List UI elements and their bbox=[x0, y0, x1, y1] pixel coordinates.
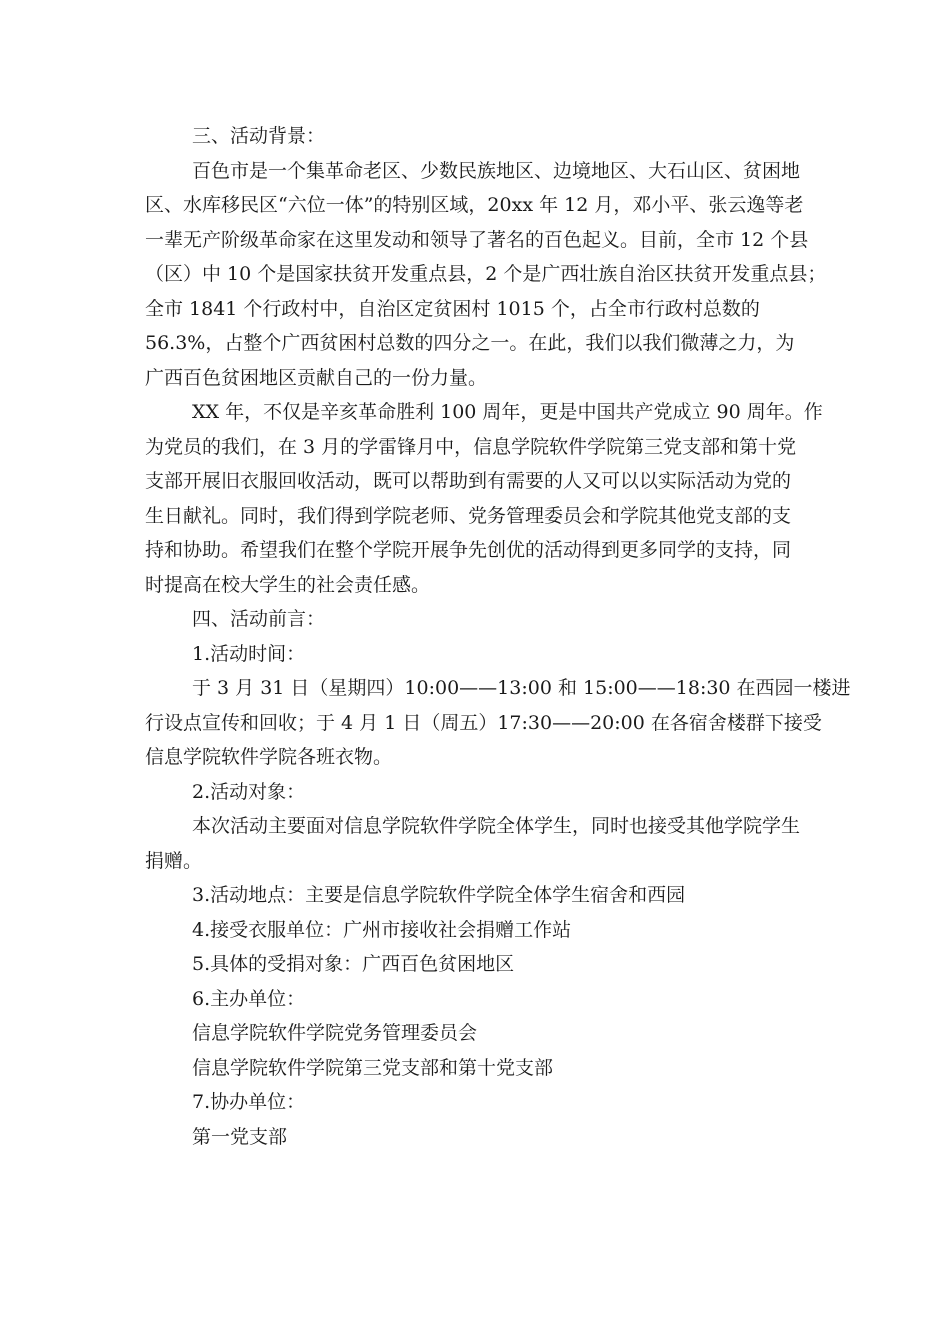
organizer-name: 信息学院软件学院第三党支部和第十党支部 bbox=[192, 1056, 554, 1079]
item-beneficiary: 5.具体的受捐对象：广西百色贫困地区 bbox=[192, 953, 515, 975]
text-line: 一辈无产阶级革命家在这里发动和领导了著名的百色起义。目前，全市 12 个县 bbox=[145, 228, 809, 251]
item-heading-target: 2.活动对象： bbox=[192, 780, 306, 803]
item-target-paragraph bbox=[145, 809, 810, 878]
background-paragraph-2 bbox=[145, 395, 823, 602]
text-line: XX 年，不仅是辛亥革命胜利 100 周年，更是中国共产党成立 90 周年。作 bbox=[192, 401, 823, 423]
text-line: 本次活动主要面对信息学院软件学院全体学生，同时也接受其他学院学生 bbox=[192, 815, 801, 837]
item-heading-time: 1.活动时间： bbox=[192, 642, 306, 665]
text-line: 支部开展旧衣服回收活动，既可以帮助到有需要的人又可以以实际活动为党的 bbox=[145, 470, 792, 492]
section-heading-background: 三、活动背景： bbox=[192, 125, 326, 147]
item-location: 3.活动地点：主要是信息学院软件学院全体学生宿舍和西园 bbox=[192, 884, 686, 906]
text-line: 持和协助。希望我们在整个学院开展争先创优的活动得到更多同学的支持，同 bbox=[145, 539, 792, 561]
background-paragraph-1 bbox=[145, 154, 827, 396]
text-line: 百色市是一个集革命老区、少数民族地区、边境地区、大石山区、贫困地 bbox=[192, 159, 801, 182]
text-line: 生日献礼。同时，我们得到学院老师、党务管理委员会和学院其他党支部的支 bbox=[145, 504, 792, 527]
section-heading-preface: 四、活动前言： bbox=[192, 608, 326, 630]
text-line: 时提高在校大学生的社会责任感。 bbox=[145, 573, 431, 596]
document-body bbox=[145, 119, 851, 1154]
text-line: 于 3 月 31 日（星期四）10:00——13:00 和 15:00——18:30 在西园一楼进 bbox=[192, 677, 851, 699]
item-heading-organizer: 6.主办单位： bbox=[192, 987, 306, 1010]
text-line: 行设点宣传和回收；于 4 月 1 日（周五）17:30——20:00 在各宿舍楼群下接受 bbox=[145, 711, 822, 734]
text-line: 为党员的我们，在 3 月的学雷锋月中，信息学院软件学院第三党支部和第十党 bbox=[145, 435, 797, 458]
organizer-name: 信息学院软件学院党务管理委员会 bbox=[192, 1022, 478, 1044]
item-heading-co-organizer: 7.协办单位： bbox=[192, 1091, 306, 1113]
text-line: 广西百色贫困地区贡献自己的一份力量。 bbox=[145, 366, 488, 389]
text-line: （区）中 10 个是国家扶贫开发重点县，2 个是广西壮族自治区扶贫开发重点县； bbox=[145, 263, 827, 285]
text-line: 56.3%，占整个广西贫困村总数的四分之一。在此，我们以我们微薄之力，为 bbox=[145, 332, 795, 354]
item-time-paragraph bbox=[145, 671, 851, 775]
co-organizer-name: 第一党支部 bbox=[192, 1125, 288, 1148]
text-line: 信息学院软件学院各班衣物。 bbox=[145, 746, 393, 768]
text-line: 捐赠。 bbox=[145, 849, 203, 872]
text-line: 区、水库移民区“六位一体”的特别区域，20xx 年 12 月，邓小平、张云逸等老 bbox=[145, 194, 804, 216]
item-receiving-unit: 4.接受衣服单位：广州市接收社会捐赠工作站 bbox=[192, 918, 572, 941]
text-line: 全市 1841 个行政村中，自治区定贫困村 1015 个，占全市行政村总数的 bbox=[145, 297, 760, 320]
